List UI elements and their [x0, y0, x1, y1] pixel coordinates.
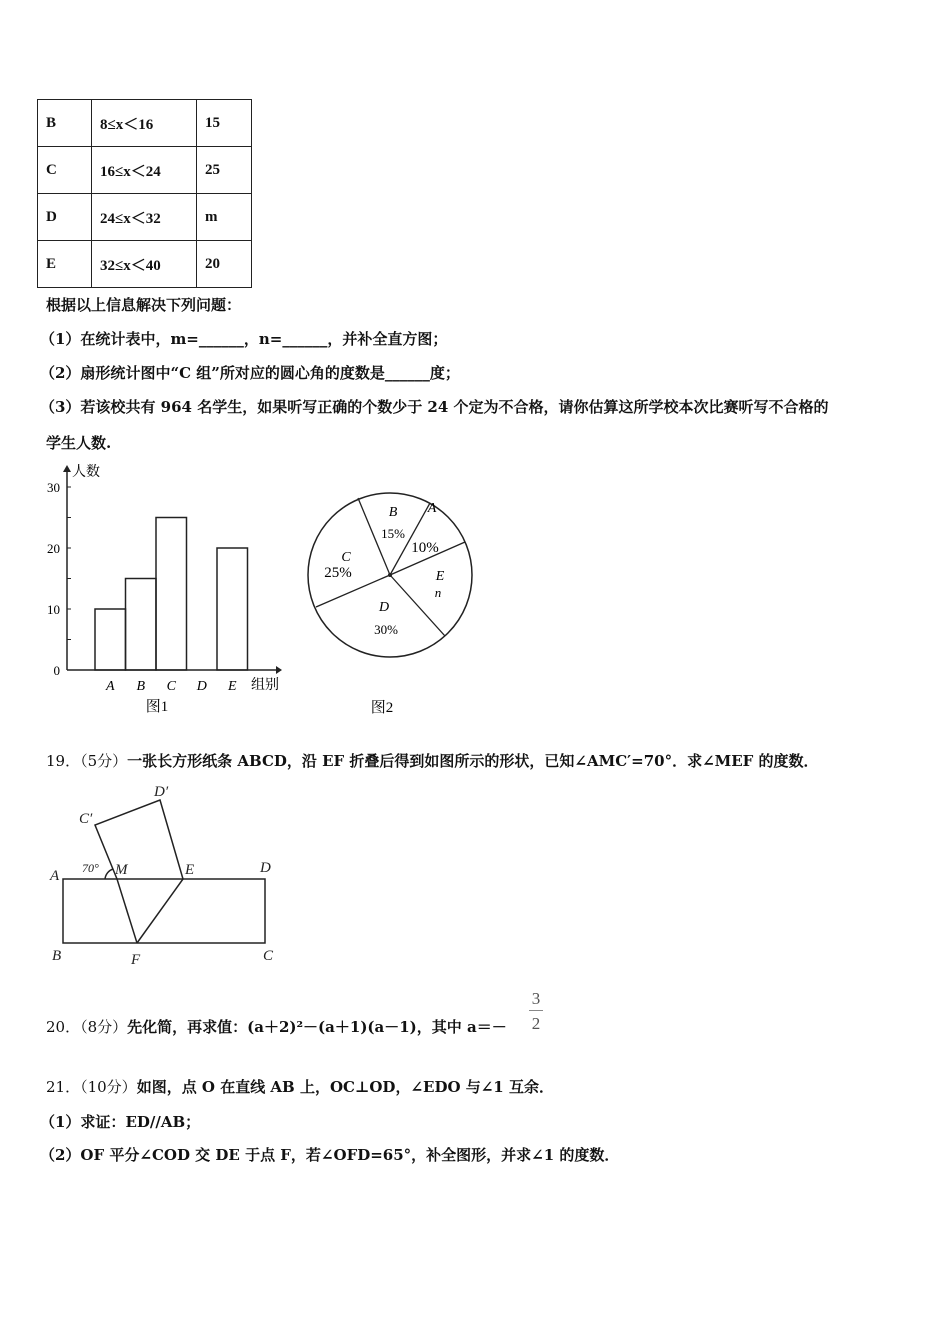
x-tick-label: A — [105, 679, 115, 694]
label-e: E — [185, 862, 195, 878]
q18-part3: （3）若该校共有 964 名学生，如果听写正确的个数少于 24 个定为不合格，请你估算这所学校本次比赛听写不合格的 — [40, 398, 829, 416]
q18-part3-cont: 学生人数. — [46, 434, 112, 452]
bar-A — [95, 609, 126, 670]
y-tick-label: 0 — [53, 663, 60, 678]
table-cell: B — [38, 100, 92, 147]
label-c-prime: C′ — [79, 811, 93, 827]
pie-label-A: A — [427, 501, 437, 516]
x-axis-arrow — [276, 666, 282, 674]
pie-center — [388, 573, 392, 577]
q20-text: 先化简，再求值：(a＋2)²－(a＋1)(a－1)，其中 a＝－ — [127, 1018, 507, 1036]
table-cell: 25 — [197, 147, 252, 194]
table-cell: E — [38, 241, 92, 288]
table-cell: m — [197, 194, 252, 241]
q18-part2: （2）扇形统计图中“C 组”所对应的圆心角的度数是______度； — [40, 364, 460, 382]
label-a: A — [50, 868, 60, 884]
chart-title-fig2: 图2 — [370, 700, 394, 716]
label-c: C — [263, 948, 274, 964]
x-tick-label: D — [196, 679, 207, 694]
y-tick-label: 10 — [47, 602, 60, 617]
y-tick-label: 20 — [47, 541, 60, 556]
pie-label-D: D — [378, 600, 390, 615]
table-cell: 8≤x＜16 — [92, 100, 197, 147]
label-f: F — [131, 952, 141, 968]
pie-value-C: 25% — [324, 565, 352, 581]
bar-C — [156, 518, 187, 671]
table-cell: 32≤x＜40 — [92, 241, 197, 288]
x-tick-label: C — [166, 679, 176, 694]
pie-value-A: 10% — [411, 540, 439, 556]
bar-chart — [47, 463, 282, 715]
pie-value-B: 15% — [381, 526, 405, 541]
fraction-denominator: 2 — [531, 1014, 541, 1033]
bar-B — [126, 579, 157, 671]
q21-number: 21．（10分） — [46, 1078, 137, 1096]
x-tick-label: E — [227, 679, 237, 694]
y-axis-label: 人数 — [72, 465, 100, 480]
q19-text: 一张长方形纸条 ABCD，沿 EF 折叠后得到如图所示的形状，已知∠AMC′=70°．求∠MEF 的度数． — [127, 752, 819, 770]
x-axis-label: 组别 — [251, 678, 279, 693]
y-tick-label: 30 — [47, 480, 60, 495]
table-cell: 16≤x＜24 — [92, 147, 197, 194]
line-ef — [137, 879, 183, 943]
rectangle-abcd — [63, 879, 265, 943]
table-cell: 15 — [197, 100, 252, 147]
bar-E — [217, 548, 248, 670]
q18-part1: （1）在统计表中，m=______，n=______，并补全直方图； — [40, 330, 448, 348]
pie-label-B: B — [388, 505, 398, 520]
table-cell: 20 — [197, 241, 252, 288]
table-cell: C — [38, 147, 92, 194]
table-cell: D — [38, 194, 92, 241]
label-d: D — [260, 860, 271, 876]
fraction-numerator: 3 — [531, 989, 541, 1008]
y-axis-arrow — [63, 465, 71, 472]
chart-title-fig1: 图1 — [145, 699, 169, 715]
q21-part1: （1）求证：ED//AB； — [40, 1113, 201, 1131]
angle-arc — [105, 869, 113, 879]
label-d-prime: D′ — [154, 784, 169, 800]
line-mf — [117, 879, 137, 943]
pie-value-E: n — [434, 585, 442, 600]
folded-part — [95, 800, 183, 879]
q21-part2: （2）OF 平分∠COD 交 DE 于点 F，若∠OFD=65°，补全图形，并求∠1 的度数． — [40, 1146, 620, 1164]
label-b: B — [52, 948, 62, 964]
pie-label-E: E — [435, 569, 445, 584]
pie-label-C: C — [341, 550, 351, 565]
table-cell: 24≤x＜32 — [92, 194, 197, 241]
pie-value-D: 30% — [374, 622, 398, 637]
pie-chart — [308, 493, 472, 716]
q21-text: 如图，点 O 在直线 AB 上，OC⊥OD，∠EDO 与∠1 互余． — [136, 1078, 554, 1096]
q20-number: 20．（8分） — [46, 1018, 128, 1036]
label-m: M — [115, 862, 128, 878]
q19-number: 19．（5分） — [46, 752, 128, 770]
fraction — [529, 990, 543, 1033]
x-tick-label: B — [136, 679, 146, 694]
q18-intro: 根据以上信息解决下列问题： — [46, 296, 242, 314]
label-angle: 70° — [82, 861, 99, 875]
